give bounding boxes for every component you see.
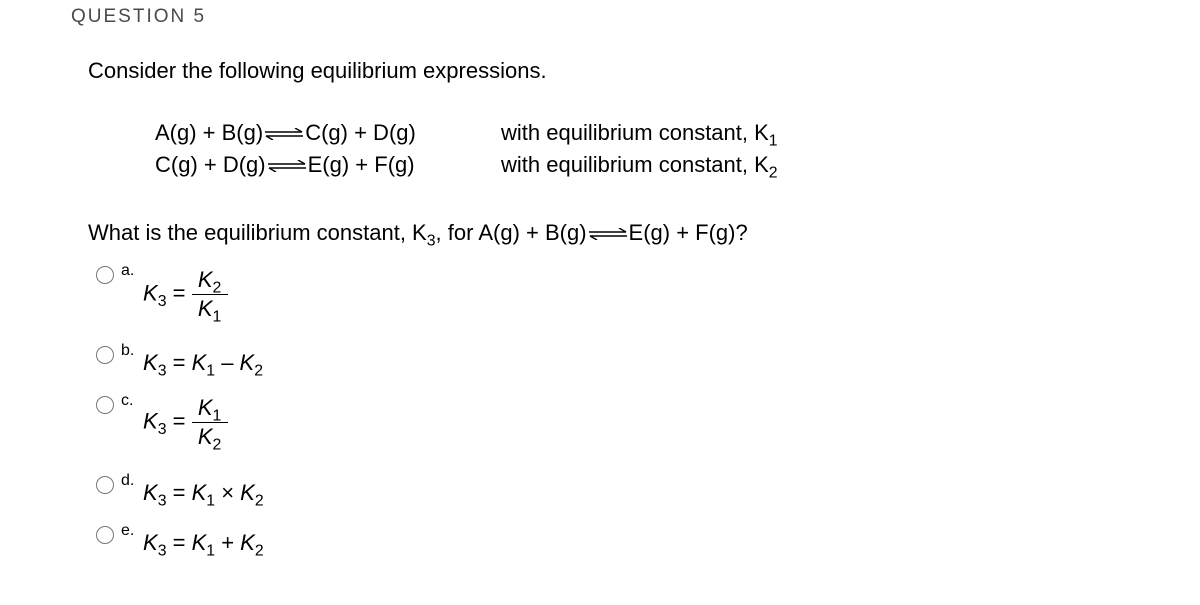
reaction-2-products: E(g) + F(g) (307, 152, 415, 177)
question-prompt: What is the equilibrium constant, $K_3$, for A(g) + B(g) E(g) + F(g)? (88, 220, 748, 250)
option-d-formula: $K_3 = K_1 \times K_2$ (143, 480, 264, 510)
option-e-radio[interactable] (96, 526, 114, 544)
option-b-formula: $K_3 = K_1 - K_2$ (143, 350, 264, 380)
equilibrium-arrow-icon (588, 228, 628, 240)
option-c-letter: c. (121, 392, 134, 409)
reaction-1 (155, 120, 416, 146)
option-a-formula: $K_3$ = $\frac{K_2}{K_1}$ (143, 268, 228, 321)
reaction-1-constant: with equilibrium constant, $K_1$ (501, 120, 778, 150)
option-d-letter: d. (121, 472, 135, 489)
reaction-2-reactants: C(g) + D(g) (155, 152, 266, 177)
option-b-letter: b. (121, 342, 135, 359)
option-a-radio[interactable] (96, 266, 114, 284)
option-b-radio[interactable] (96, 346, 114, 364)
reaction-1-reactants: A(g) + B(g) (155, 120, 264, 145)
equilibrium-arrow-icon (264, 128, 304, 140)
option-e-letter: e. (121, 522, 135, 539)
question-header: QUESTION 5 (71, 6, 207, 27)
question-intro: Consider the following equilibrium expressions. (88, 58, 547, 83)
option-c-radio[interactable] (96, 396, 114, 414)
reaction-1-products: C(g) + D(g) (305, 120, 416, 145)
reaction-2 (155, 152, 415, 178)
equilibrium-arrow-icon (267, 160, 307, 172)
option-e-formula: $K_3 = K_1 + K_2$ (143, 530, 264, 560)
option-a-letter: a. (121, 262, 135, 279)
option-c-formula: $K_3$ = $\frac{K_1}{K_2}$ (143, 396, 228, 449)
option-d-radio[interactable] (96, 476, 114, 494)
reaction-2-constant: with equilibrium constant, $K_2$ (501, 152, 778, 182)
